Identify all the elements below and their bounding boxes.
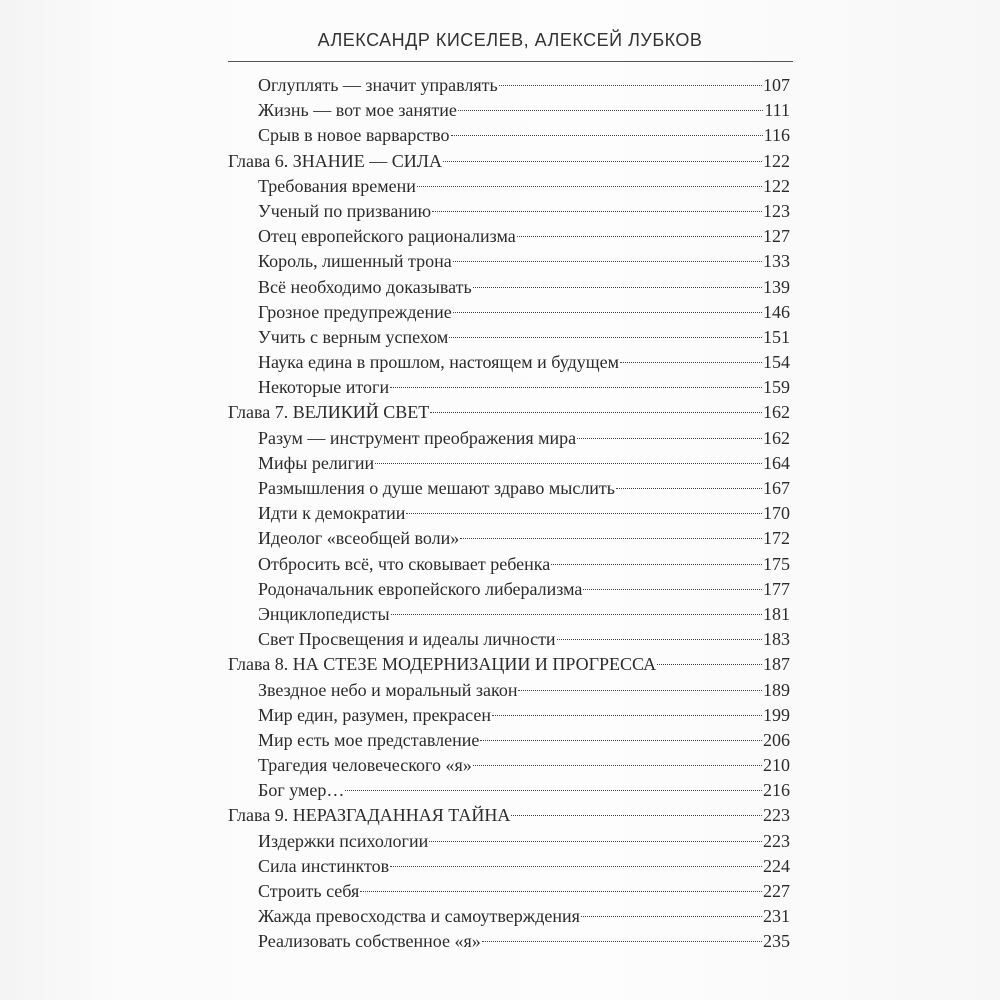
toc-entry-title: Оглуплять — значит управлять — [258, 75, 498, 95]
toc-entry-page-number: 223 — [763, 830, 790, 851]
dot-leader — [449, 337, 762, 338]
dot-leader — [430, 412, 762, 413]
toc-entry-page-number: 172 — [763, 528, 790, 549]
toc-entry-page-number: 199 — [763, 704, 790, 725]
dot-leader — [432, 211, 762, 212]
toc-section-entry — [228, 199, 790, 224]
toc-section-entry — [228, 526, 790, 551]
dot-leader — [429, 841, 762, 842]
dot-leader — [499, 85, 762, 86]
toc-entry-title: Некоторые итоги — [258, 377, 390, 398]
toc-entry-page-number: 183 — [763, 629, 790, 650]
toc-entry-title: Размышления о душе мешают здраво мыслить — [258, 478, 616, 498]
toc-entry-title: Грозное предупреждение — [258, 301, 452, 322]
toc-section-entry — [228, 451, 790, 476]
dot-leader — [517, 236, 762, 237]
toc-section-entry — [228, 728, 790, 753]
toc-entry-title: Король, лишенный трона — [258, 251, 452, 272]
toc-entry-page-number: 227 — [763, 881, 790, 901]
toc-entry-title: Родоначальник европейского либерализма — [258, 578, 583, 599]
toc-entry-page-number: 159 — [763, 377, 790, 398]
dot-leader — [453, 261, 762, 262]
dot-leader — [577, 438, 762, 439]
toc-section-entry — [228, 325, 790, 350]
toc-chapter-entry — [228, 149, 790, 174]
toc-entry-page-number: 127 — [763, 226, 790, 247]
toc-section-entry — [228, 300, 790, 325]
toc-entry-title: Всё необходимо доказывать — [258, 276, 472, 297]
toc-entry-title: Глава 7. ВЕЛИКИЙ СВЕТ — [228, 402, 430, 423]
dot-leader — [473, 287, 762, 288]
dot-leader — [518, 690, 762, 691]
toc-section-entry — [228, 501, 790, 526]
toc-entry-page-number: 224 — [763, 855, 790, 876]
toc-entry-page-number: 177 — [763, 578, 790, 599]
dot-leader — [460, 538, 762, 539]
toc-section-entry — [228, 174, 790, 199]
toc-entry-page-number: 210 — [763, 755, 790, 776]
toc-entry-title: Мифы религии — [258, 452, 375, 473]
toc-entry-page-number: 107 — [763, 75, 790, 95]
toc-entry-title: Глава 9. НЕРАЗГАДАННАЯ ТАЙНА — [228, 805, 511, 826]
toc-section-entry — [228, 778, 790, 803]
toc-entry-title: Глава 8. НА СТЕЗЕ МОДЕРНИЗАЦИИ И ПРОГРЕССА — [228, 654, 657, 675]
toc-entry-title: Строить себя — [258, 881, 360, 901]
toc-entry-title: Мир есть мое представление — [258, 729, 480, 750]
toc-chapter-entry — [228, 652, 790, 677]
toc-entry-page-number: 123 — [763, 200, 790, 221]
toc-section-entry — [228, 879, 790, 904]
toc-entry-title: Трагедия человеческого «я» — [258, 755, 472, 776]
toc-entry-title: Мир един, разумен, прекрасен — [258, 704, 491, 725]
header-rule — [228, 61, 793, 62]
toc-section-entry — [228, 829, 790, 854]
toc-section-entry — [228, 249, 790, 274]
toc-entry-page-number: 164 — [763, 452, 790, 473]
toc-entry-title: Требования времени — [258, 175, 416, 196]
toc-section-entry — [228, 476, 790, 501]
dot-leader — [557, 639, 762, 640]
toc-entry-page-number: 139 — [763, 276, 790, 297]
dot-leader — [417, 186, 762, 187]
dot-leader — [458, 110, 764, 111]
toc-entry-page-number: 133 — [763, 251, 790, 272]
toc-entry-title: Издержки психологии — [258, 830, 429, 851]
toc-section-entry — [228, 577, 790, 602]
toc-section-entry — [228, 854, 790, 879]
toc-section-entry — [228, 98, 790, 123]
toc-section-entry — [228, 426, 790, 451]
dot-leader — [616, 488, 762, 489]
dot-leader — [511, 815, 762, 816]
toc-section-entry — [228, 703, 790, 728]
dot-leader — [480, 740, 762, 741]
toc-entry-title: Бог умер… — [258, 780, 345, 801]
toc-entry-title: Идти к демократии — [258, 503, 406, 524]
toc-section-entry — [228, 753, 790, 778]
toc-section-entry — [228, 224, 790, 249]
toc-entry-page-number: 170 — [763, 503, 790, 524]
dot-leader — [473, 765, 762, 766]
dot-leader — [360, 891, 762, 892]
toc-entry-page-number: 146 — [763, 301, 790, 322]
toc-section-entry — [228, 123, 790, 148]
toc-entry-title: Разум — инструмент преображения мира — [258, 427, 577, 448]
toc-entry-title: Сила инстинктов — [258, 855, 390, 876]
toc-entry-page-number: 189 — [763, 679, 790, 700]
toc-entry-page-number: 187 — [763, 654, 790, 675]
toc-entry-title: Реализовать собственное «я» — [258, 931, 481, 952]
toc-entry-title: Жизнь — вот мое занятие — [258, 100, 457, 121]
toc-entry-title: Учить с верным успехом — [258, 326, 449, 347]
table-of-contents — [228, 73, 790, 955]
toc-section-entry — [228, 678, 790, 703]
toc-entry-page-number: 181 — [763, 603, 790, 624]
toc-section-entry — [228, 275, 790, 300]
toc-entry-page-number: 151 — [763, 326, 790, 347]
toc-entry-page-number: 231 — [763, 906, 790, 927]
toc-entry-title: Звездное небо и моральный закон — [258, 679, 518, 700]
dot-leader — [391, 614, 762, 615]
toc-entry-title: Глава 6. ЗНАНИЕ — СИЛА — [228, 150, 442, 171]
dot-leader — [390, 387, 762, 388]
toc-entry-title: Свет Просвещения и идеалы личности — [258, 629, 556, 650]
toc-entry-title: Энциклопедисты — [258, 603, 390, 624]
toc-entry-page-number: 223 — [763, 805, 790, 826]
toc-entry-page-number: 111 — [764, 100, 790, 121]
toc-entry-title: Отбросить всё, что сковывает ребенка — [258, 553, 551, 574]
running-head: АЛЕКСАНДР КИСЕЛЕВ, АЛЕКСЕЙ ЛУБКОВ — [317, 30, 703, 50]
dot-leader — [443, 161, 762, 162]
toc-entry-page-number: 122 — [763, 175, 790, 196]
toc-chapter-entry — [228, 400, 790, 425]
dot-leader — [551, 564, 762, 565]
toc-entry-page-number: 154 — [763, 352, 790, 373]
toc-section-entry — [228, 350, 790, 375]
toc-entry-page-number: 175 — [763, 553, 790, 574]
toc-entry-page-number: 116 — [763, 125, 790, 146]
toc-entry-title: Срыв в новое варварство — [258, 125, 450, 146]
toc-entry-page-number: 235 — [763, 931, 790, 952]
toc-section-entry — [228, 375, 790, 400]
dot-leader — [451, 135, 763, 136]
toc-entry-page-number: 206 — [763, 729, 790, 750]
toc-entry-page-number: 162 — [763, 427, 790, 448]
toc-section-entry — [228, 602, 790, 627]
toc-entry-title: Наука едина в прошлом, настоящем и будущем — [258, 352, 620, 373]
dot-leader — [390, 866, 762, 867]
toc-section-entry — [228, 627, 790, 652]
toc-chapter-entry — [228, 803, 790, 828]
dot-leader — [482, 941, 762, 942]
toc-entry-title: Идеолог «всеобщей воли» — [258, 528, 460, 549]
toc-entry-title: Отец европейского рационализма — [258, 226, 516, 247]
toc-section-entry — [228, 73, 790, 98]
dot-leader — [406, 513, 762, 514]
toc-entry-title: Ученый по призванию — [258, 200, 432, 221]
toc-section-entry — [228, 552, 790, 577]
toc-section-entry — [228, 929, 790, 954]
dot-leader — [375, 463, 762, 464]
toc-entry-page-number: 167 — [763, 478, 790, 498]
dot-leader — [620, 362, 762, 363]
toc-entry-page-number: 122 — [763, 150, 790, 171]
dot-leader — [345, 790, 762, 791]
toc-section-entry — [228, 904, 790, 929]
toc-entry-page-number: 162 — [763, 402, 790, 423]
dot-leader — [657, 664, 762, 665]
dot-leader — [581, 916, 762, 917]
toc-entry-title: Жажда превосходства и самоутверждения — [258, 906, 580, 927]
dot-leader — [583, 589, 762, 590]
dot-leader — [453, 312, 762, 313]
toc-entry-page-number: 216 — [763, 780, 790, 801]
dot-leader — [492, 715, 762, 716]
